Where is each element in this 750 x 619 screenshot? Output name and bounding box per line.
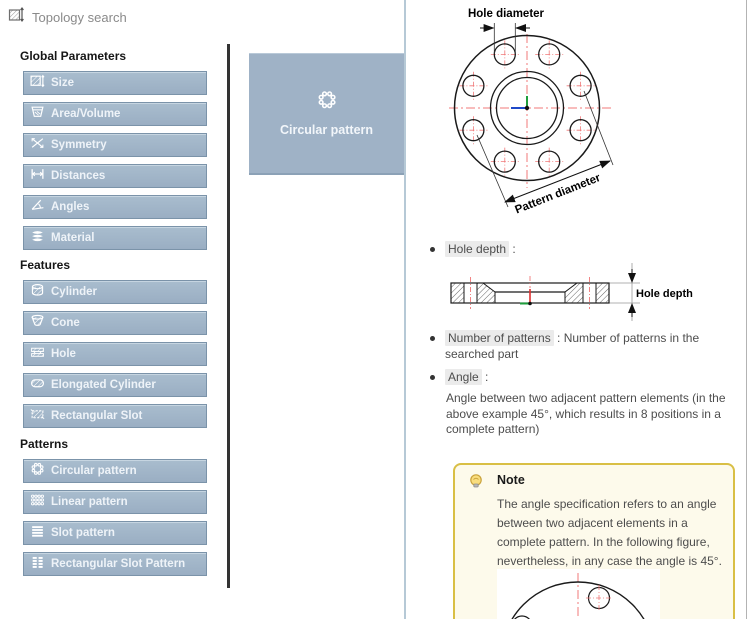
section-global-parameters xyxy=(20,49,210,257)
sidebar-item-label: Cone xyxy=(51,317,80,329)
circular-pattern-icon xyxy=(30,462,45,481)
sidebar-item-symmetry[interactable] xyxy=(23,133,207,157)
sidebar-item-label: Elongated Cylinder xyxy=(51,379,156,391)
sidebar-item-linear-pattern[interactable] xyxy=(23,490,207,514)
sidebar-item-slot-pattern[interactable] xyxy=(23,521,207,545)
number-of-patterns-rest: : Number of patterns in the searched part xyxy=(445,331,700,361)
sidebar-item-hole[interactable] xyxy=(23,342,207,366)
angle-term: Angle xyxy=(445,369,482,385)
panel-divider xyxy=(227,44,230,588)
sidebar-item-label: Distances xyxy=(51,170,106,182)
sidebar-item-cone[interactable] xyxy=(23,311,207,335)
sidebar-item-label: Size xyxy=(51,77,75,89)
note-title: Note xyxy=(497,473,525,487)
pattern-diameter-label: Pattern diameter xyxy=(513,171,603,217)
cone-icon xyxy=(30,314,45,333)
bullet-hole-depth xyxy=(430,242,730,258)
header xyxy=(8,6,127,28)
section-features xyxy=(20,258,210,435)
sidebar-item-size[interactable] xyxy=(23,71,207,95)
angle-rest: : xyxy=(481,370,489,384)
content-divider xyxy=(404,0,406,619)
hole-depth-dim-label: Hole depth xyxy=(636,288,693,300)
card-label: Circular pattern xyxy=(279,122,374,137)
sidebar-item-label: Circular pattern xyxy=(51,465,137,477)
elongated-cylinder-icon xyxy=(30,376,45,395)
page-title: Topology search xyxy=(32,9,127,25)
sidebar-item-material[interactable] xyxy=(23,226,207,250)
sidebar-item-label: Symmetry xyxy=(51,139,107,151)
sidebar-item-label: Material xyxy=(51,232,95,244)
sidebar-item-label: Rectangular Slot xyxy=(51,410,143,422)
hole-diameter-label: Hole diameter xyxy=(467,8,545,20)
section-title: Features xyxy=(20,258,71,272)
circular-pattern-large-icon xyxy=(316,90,338,115)
hole-depth-term: Hole depth xyxy=(445,241,509,257)
area-volume-icon xyxy=(30,105,45,124)
hole-icon xyxy=(30,345,45,364)
bullet-angle xyxy=(430,370,730,386)
sidebar-item-distances[interactable] xyxy=(23,164,207,188)
circular-pattern-card[interactable] xyxy=(249,53,404,175)
section-title: Patterns xyxy=(20,437,69,451)
size-icon xyxy=(30,74,45,93)
sidebar-item-elongated-cylinder[interactable] xyxy=(23,373,207,397)
section-title: Global Parameters xyxy=(20,49,127,63)
note-body: The angle specification refers to an angle between two adjacent elements in a complete pattern. In the following figure, nevertheless, in any case the angle is 45°. xyxy=(497,497,722,568)
material-icon xyxy=(30,229,45,248)
sidebar-item-angles[interactable] xyxy=(23,195,207,219)
sidebar-item-circular-pattern[interactable] xyxy=(23,459,207,483)
symmetry-icon xyxy=(30,136,45,155)
note-box xyxy=(453,463,735,619)
bullet-marker xyxy=(430,375,435,380)
number-of-patterns-term: Number of patterns xyxy=(445,330,554,346)
bullet-marker xyxy=(430,247,435,252)
sidebar-item-label: Rectangular Slot Pattern xyxy=(51,558,186,570)
note-figure xyxy=(497,569,660,619)
flange-figure xyxy=(443,4,645,223)
bullet-number-of-patterns xyxy=(430,331,744,362)
rectangular-slot-pattern-icon xyxy=(30,555,45,574)
slot-pattern-icon xyxy=(30,524,45,543)
hole-depth-rest: : xyxy=(509,242,516,256)
sidebar-item-cylinder[interactable] xyxy=(23,280,207,304)
page-edge-line xyxy=(746,0,747,619)
sidebar-item-label: Slot pattern xyxy=(51,527,115,539)
sidebar-item-area-volume[interactable] xyxy=(23,102,207,126)
cylinder-icon xyxy=(30,283,45,302)
sidebar-item-rectangular-slot-pattern[interactable] xyxy=(23,552,207,576)
sidebar-item-label: Area/Volume xyxy=(51,108,121,120)
sidebar-item-label: Hole xyxy=(51,348,76,360)
sidebar-item-label: Angles xyxy=(51,201,90,213)
bullet-marker xyxy=(430,336,435,341)
distances-icon xyxy=(30,167,45,186)
sidebar-item-label: Linear pattern xyxy=(51,496,128,508)
linear-pattern-icon xyxy=(30,493,45,512)
angles-icon xyxy=(30,198,45,217)
sidebar-item-label: Cylinder xyxy=(51,286,98,298)
rectangular-slot-icon xyxy=(30,407,45,426)
lightbulb-icon xyxy=(467,472,485,495)
angle-paragraph: Angle between two adjacent pattern elements (in the above example 45°, which results in 8 positions in a complete pattern) xyxy=(446,391,726,436)
hole-depth-figure xyxy=(448,262,698,327)
section-patterns xyxy=(20,437,210,583)
topology-search-icon xyxy=(8,6,25,28)
sidebar-item-rectangular-slot[interactable] xyxy=(23,404,207,428)
